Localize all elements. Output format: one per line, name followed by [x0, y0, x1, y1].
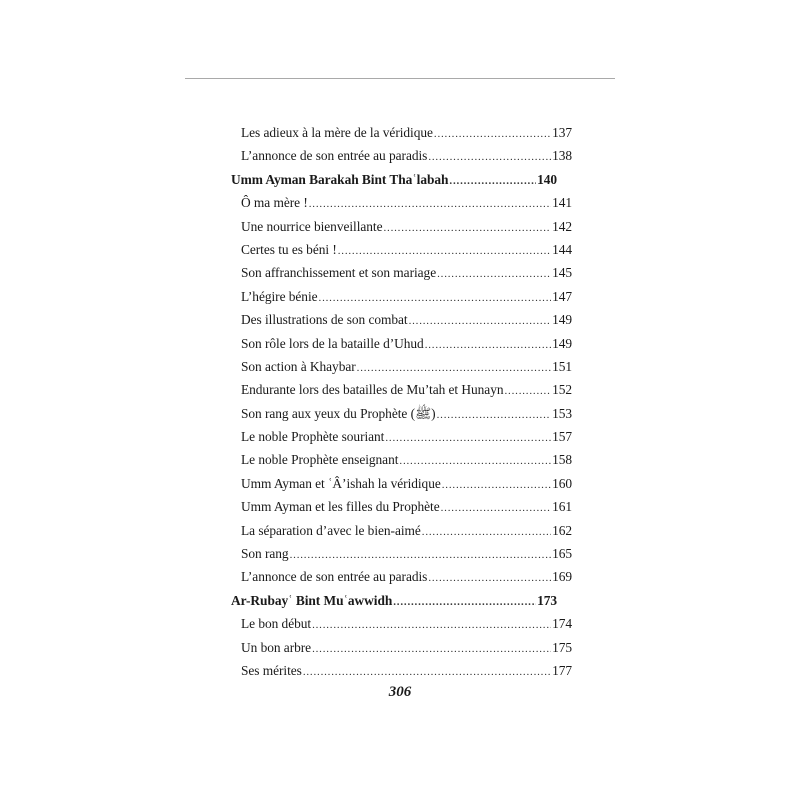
toc-entry-title: Ô ma mère !: [241, 195, 308, 211]
toc-entry-page: 174: [552, 616, 572, 632]
toc-section-entry: [241, 121, 572, 144]
toc-section-entry: [241, 285, 572, 308]
toc-section-entry: [241, 519, 572, 542]
toc-dot-leader: [442, 474, 551, 497]
toc-entry-title: Ses mérites: [241, 662, 302, 678]
toc-entry-page: 138: [552, 148, 572, 164]
toc-dot-leader: [428, 567, 551, 590]
toc-entry-page: 169: [552, 569, 572, 585]
toc-dot-leader: [312, 614, 551, 637]
toc-entry-title: Le noble Prophète souriant: [241, 429, 385, 445]
toc-entry-title: Des illustrations de son combat: [241, 312, 408, 328]
toc-dot-leader: [312, 638, 551, 661]
toc-dot-leader: [383, 217, 551, 240]
toc-dot-leader: [319, 287, 552, 310]
toc-dot-leader: [425, 334, 551, 357]
toc-section-entry: [241, 472, 572, 495]
toc-section-entry: [241, 448, 572, 471]
toc-dot-leader: [338, 240, 551, 263]
toc-section-entry: [241, 378, 572, 401]
toc-dot-leader: [422, 521, 551, 544]
header-rule: [185, 78, 615, 79]
toc-dot-leader: [393, 591, 536, 614]
toc-entry-page: 149: [552, 312, 572, 328]
toc-section-entry: [241, 261, 572, 284]
toc-section-entry: [241, 308, 572, 331]
toc-entry-page: 162: [552, 522, 572, 538]
toc-section-entry: [241, 495, 572, 518]
toc-dot-leader: [309, 193, 551, 216]
toc-entry-title: L’annonce de son entrée au paradis: [241, 148, 428, 164]
toc-dot-leader: [437, 404, 551, 427]
toc-section-entry: [241, 332, 572, 355]
toc-entry-title: L’annonce de son entrée au paradis: [241, 569, 428, 585]
toc-entry-page: 141: [552, 195, 572, 211]
toc-dot-leader: [428, 146, 551, 169]
toc-dot-leader: [449, 170, 536, 193]
toc-section-entry: [241, 659, 572, 682]
toc-section-entry: [241, 425, 572, 448]
toc-entry-page: 165: [552, 546, 572, 562]
toc-entry-title: Umm Ayman et ʿÂ’ishah la véridique: [241, 475, 441, 491]
toc-entry-title: Umm Ayman et les filles du Prophète: [241, 499, 440, 515]
toc-entry-page: 157: [552, 429, 572, 445]
toc-entry-title: Certes tu es béni !: [241, 241, 337, 257]
toc-entry-title: Son rôle lors de la bataille d’Uhud: [241, 335, 424, 351]
toc-dot-leader: [385, 427, 551, 450]
toc-entry-title: Son action à Khaybar: [241, 358, 356, 374]
toc-entry-title: Un bon arbre: [241, 639, 312, 655]
toc-entry-page: 151: [552, 358, 572, 374]
toc-dot-leader: [399, 450, 551, 473]
toc-section-entry: [241, 215, 572, 238]
toc-section-entry: [241, 612, 572, 635]
toc-section-entry: [241, 238, 572, 261]
toc-entry-title: Son rang aux yeux du Prophète (ﷺ): [241, 405, 436, 421]
toc-entry-page: 145: [552, 265, 572, 281]
toc-section-entry: [241, 636, 572, 659]
toc-section-entry: [241, 191, 572, 214]
toc-entry-page: 161: [552, 499, 572, 515]
toc-section-entry: [241, 565, 572, 588]
toc-entry-page: 149: [552, 335, 572, 351]
toc-entry-page: 147: [552, 288, 572, 304]
toc-entry-page: 137: [552, 125, 572, 140]
toc-entry-title: Une nourrice bienveillante: [241, 218, 383, 234]
toc-entry-page: 144: [552, 241, 572, 257]
toc-section-entry: [241, 402, 572, 425]
toc-entry-title: La séparation d’avec le bien-aimé: [241, 522, 421, 538]
toc-entry-title: Son rang: [241, 546, 289, 562]
toc-dot-leader: [505, 380, 552, 403]
toc-section-entry: [241, 144, 572, 167]
toc-entry-page: 175: [552, 639, 572, 655]
toc-dot-leader: [290, 544, 551, 567]
toc-dot-leader: [409, 310, 552, 333]
toc-entry-page: 140: [537, 171, 557, 187]
toc-entry-title: Son affranchissement et son mariage: [241, 265, 437, 281]
toc-chapter-entry: [231, 589, 557, 612]
toc-dot-leader: [441, 497, 551, 520]
toc-dot-leader: [357, 357, 551, 380]
toc-entry-title: Endurante lors des batailles de Mu’tah et Hunayn: [241, 382, 504, 398]
toc-entry-title: Ar-Rubayʿ Bint Muʿawwidh: [231, 592, 393, 608]
toc-section-entry: [241, 542, 572, 565]
toc-entry-title: Le bon début: [241, 616, 312, 632]
toc-section-entry: [241, 355, 572, 378]
toc-entry-page: 160: [552, 475, 572, 491]
table-of-contents: [0, 121, 800, 682]
toc-chapter-entry: [231, 168, 557, 191]
toc-dot-leader: [303, 661, 551, 684]
toc-entry-page: 177: [552, 662, 572, 678]
toc-dot-leader: [434, 123, 551, 146]
page-number: 306: [388, 684, 412, 700]
toc-entry-title: Umm Ayman Barakah Bint Thaʿlabah: [231, 171, 449, 187]
toc-entry-page: 173: [537, 592, 557, 608]
toc-entry-title: Les adieux à la mère de la véridique: [241, 125, 433, 140]
toc-entry-title: Le noble Prophète enseignant: [241, 452, 399, 468]
toc-entry-page: 158: [552, 452, 572, 468]
toc-entry-title: L’hégire bénie: [241, 288, 318, 304]
toc-entry-page: 152: [552, 382, 572, 398]
toc-dot-leader: [437, 263, 551, 286]
toc-entry-page: 153: [552, 405, 572, 421]
toc-entry-page: 142: [552, 218, 572, 234]
